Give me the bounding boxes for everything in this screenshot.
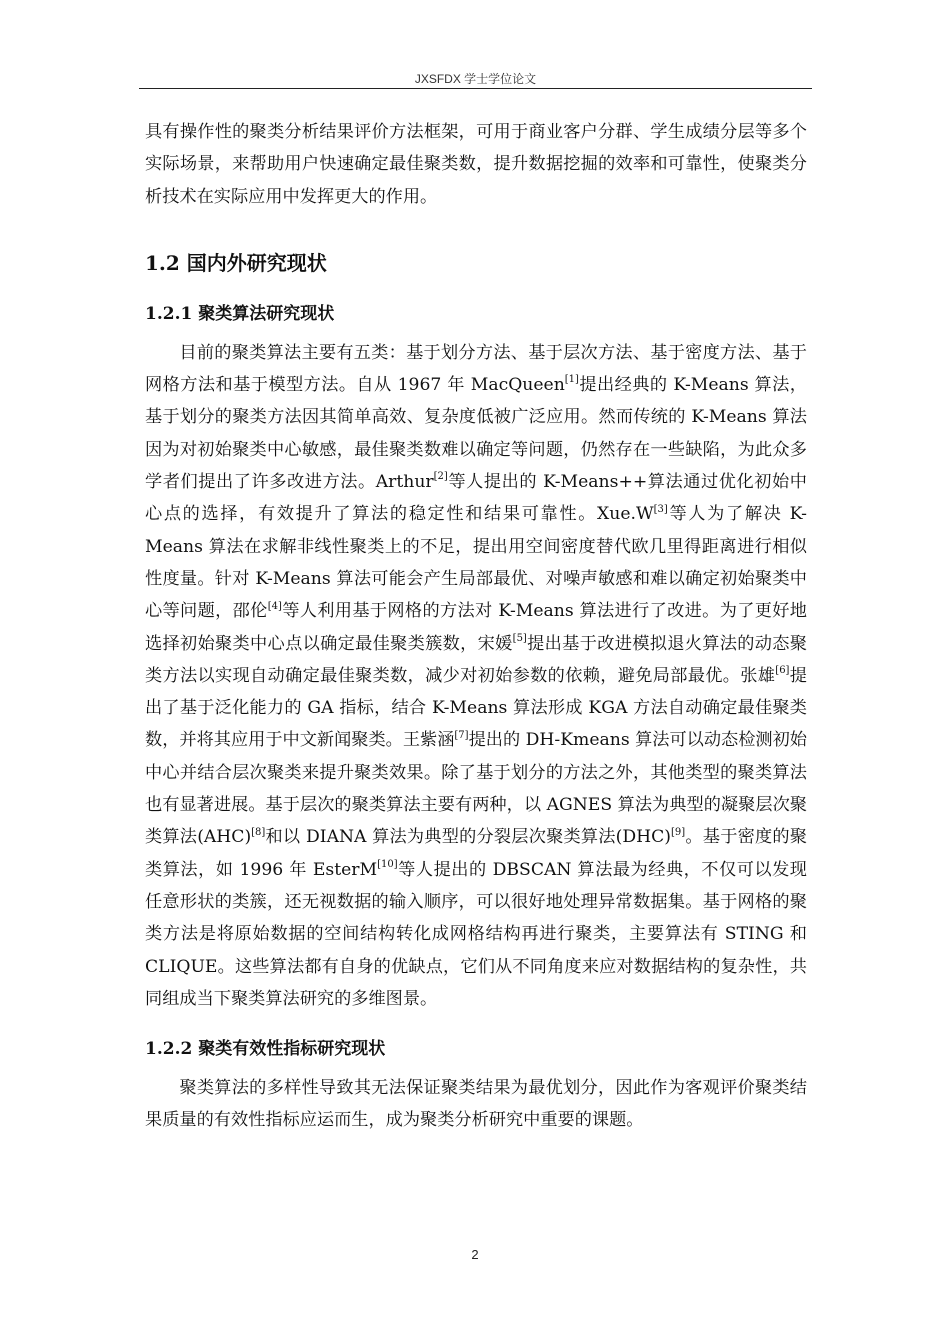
text-run: 等人为了解决 K-Means 算法在求解非线性聚类上的不足，提出用空间密度替代欧几里得距离进行相似性度量。针对 K-Means 算法可能会产生局部最优、对噪声敏感和难以确定初始聚类中心等问题，邵伦	[145, 504, 807, 622]
text-run: 提出了基于泛化能力的 GA 指标，结合 K-Means 算法形成 KGA 方法自动确定最佳聚类数，并将其应用于中文新闻聚类。王紫涵	[145, 665, 807, 751]
text-run: 等人提出的 K-Means++算法通过优化初始中心点的选择，有效提升了算法的稳定性和结果可靠性。Xue.W	[145, 472, 807, 525]
text-run: 提出的 DH-Kmeans 算法可以动态检测初始中心并结合层次聚类来提升聚类效果。除了基于划分的方法之外，其他类型的聚类算法也有显著进展。基于层次的聚类算法主要有两种，以 AGNES 算法为典型的凝聚层次聚类算法(AHC)	[145, 730, 807, 848]
citation-ref: [2]	[433, 471, 448, 483]
page-header: JXSFDX 学士学位论文	[414, 72, 537, 86]
validity-index-paragraph: 聚类算法的多样性导致其无法保证聚类结果为最优划分，因此作为客观评价聚类结果质量的有效性指标应运而生，成为聚类分析研究中重要的课题。	[145, 1078, 807, 1131]
section-heading-1-2-1: 1.2.1 聚类算法研究现状	[145, 303, 335, 324]
citation-ref: [5]	[512, 632, 527, 644]
text-run: 。基于密度的聚类算法，如 1996 年 EsterM	[145, 827, 807, 880]
citation-ref: [9]	[671, 826, 686, 838]
text-run: 等人利用基于网格的方法对 K-Means 算法进行了改进。为了更好地选择初始聚类中心点以确定最佳聚类簇数，宋媛	[145, 601, 807, 654]
citation-ref: [8]	[251, 826, 266, 838]
text-run: 和以 DIANA 算法为典型的分裂层次聚类算法(DHC)	[265, 827, 672, 848]
citation-ref: [1]	[564, 374, 579, 386]
header-rule	[139, 88, 812, 89]
text-run: 提出基于改进模拟退火算法的动态聚类方法以实现自动确定最佳聚类数，减少对初始参数的依赖，避免局部最优。张雄	[145, 633, 807, 686]
citation-ref: [3]	[653, 503, 668, 515]
citation-ref: [4]	[267, 600, 282, 612]
citation-ref: [10]	[377, 858, 398, 870]
section-heading-1-2: 1.2 国内外研究现状	[145, 250, 327, 275]
citation-ref: [7]	[454, 729, 469, 741]
page-number: 2	[471, 1247, 479, 1262]
section-heading-1-2-2: 1.2.2 聚类有效性指标研究现状	[145, 1039, 386, 1060]
text-run: 等人提出的 DBSCAN 算法最为经典，不仅可以发现任意形状的类簇，还无视数据的输入顺序，可以很好地处理异常数据集。基于网格的聚类方法是将原始数据的空间结构转化成网格结构再进行聚类，主要算法有 STING 和 CLIQUE。这些算法都有自身的优缺点，它们从不同角度来应对数据结构的复杂性，共同组成当下聚类算法研究的多维图景。	[145, 859, 807, 1009]
text-run: 提出经典的 K-Means 算法，基于划分的聚类方法因其简单高效、复杂度低被广泛应用。然而传统的 K-Means 算法因为对初始聚类中心敏感，最佳聚类数难以确定等问题，仍然存在一些缺陷，为此众多学者们提出了许多改进方法。Arthur	[145, 375, 807, 493]
clustering-algorithms-paragraph	[145, 337, 807, 1015]
citation-ref: [6]	[775, 665, 790, 677]
intro-paragraph: 具有操作性的聚类分析结果评价方法框架，可用于商业客户分群、学生成绩分层等多个实际场景，来帮助用户快速确定最佳聚类数，提升数据挖掘的效率和可靠性，使聚类分析技术在实际应用中发挥更大的作用。	[145, 122, 807, 207]
page-body	[145, 116, 807, 1137]
text-run: 目前的聚类算法主要有五类：基于划分方法、基于层次方法、基于密度方法、基于网格方法和基于模型方法。自从 1967 年 MacQueen	[145, 342, 807, 396]
